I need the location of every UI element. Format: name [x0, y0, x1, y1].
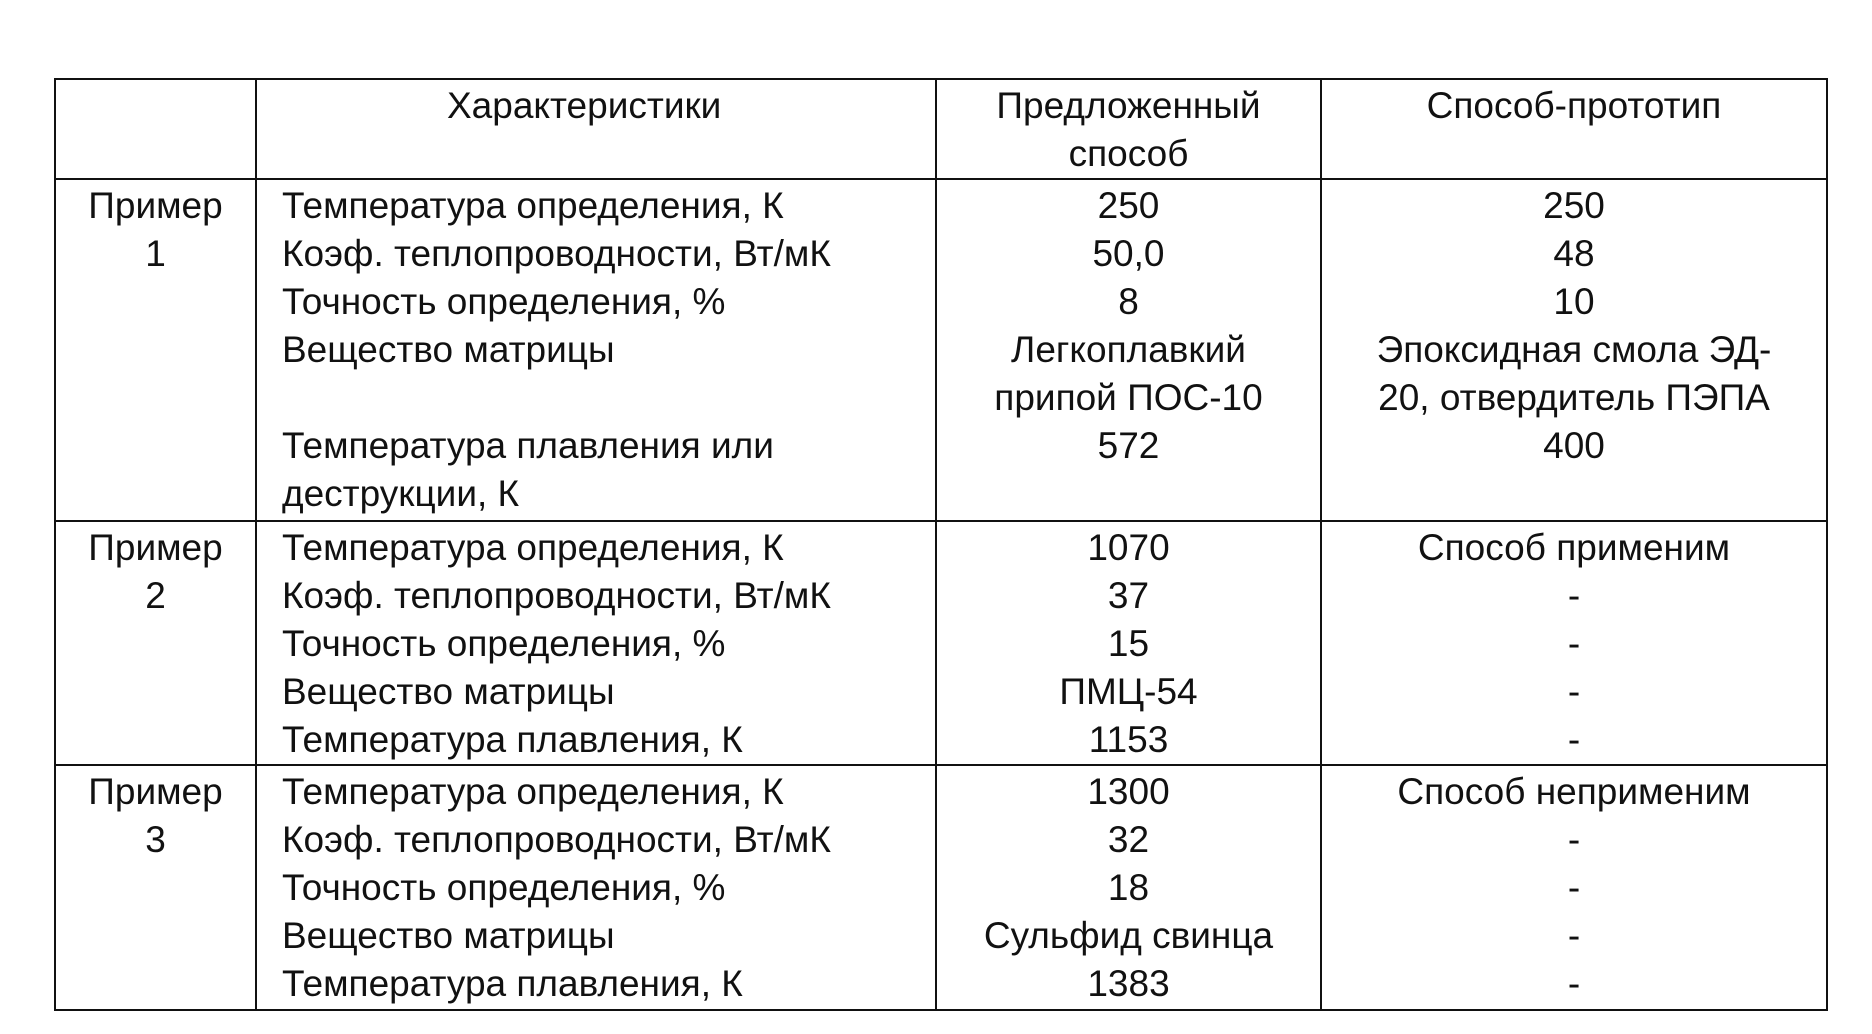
example-3-proposed-values: [936, 765, 1321, 1010]
header-row: [55, 79, 1827, 179]
prototype-value: -: [1567, 915, 1581, 956]
characteristic-label: деструкции, К: [282, 473, 520, 514]
proposed-value: 1070: [1087, 527, 1170, 568]
prototype-value: 48: [1553, 233, 1595, 274]
proposed-value: 572: [1097, 425, 1160, 466]
characteristic-label: Вещество матрицы: [282, 915, 615, 956]
prototype-value: -: [1567, 671, 1581, 712]
proposed-value: 32: [1107, 819, 1150, 860]
prototype-value: -: [1567, 575, 1581, 616]
proposed-value: 250: [1097, 185, 1160, 226]
example-label-number: 2: [145, 575, 166, 616]
example-3-characteristics: [256, 765, 936, 1010]
characteristic-label: Точность определения, %: [282, 281, 726, 322]
characteristic-label: Вещество матрицы: [282, 671, 615, 712]
prototype-value: -: [1567, 719, 1581, 760]
example-1-label: [55, 179, 256, 521]
example-label-number: 3: [145, 819, 166, 860]
example-3-prototype-values: [1321, 765, 1827, 1010]
proposed-value: Сульфид свинца: [983, 915, 1274, 956]
example-2-characteristics: [256, 521, 936, 765]
example-2-prototype-values: [1321, 521, 1827, 765]
characteristic-label: Точность определения, %: [282, 867, 726, 908]
proposed-value: 1300: [1087, 771, 1170, 812]
proposed-value: Легкоплавкий: [1011, 329, 1246, 370]
prototype-value: Способ применим: [1417, 527, 1731, 568]
prototype-value: 250: [1543, 185, 1605, 226]
example-1-row: [55, 179, 1827, 521]
proposed-value: 1153: [1088, 719, 1169, 760]
prototype-value: Способ неприменим: [1397, 771, 1751, 812]
characteristic-label: Коэф. теплопроводности, Вт/мК: [282, 233, 831, 274]
example-label-word: Пример: [88, 771, 223, 812]
proposed-value: 1383: [1087, 963, 1170, 1004]
proposed-value: ПМЦ-54: [1059, 671, 1198, 712]
characteristic-label: Температура определения, К: [282, 527, 784, 568]
example-3-label: [55, 765, 256, 1010]
characteristic-label: Коэф. теплопроводности, Вт/мК: [282, 819, 831, 860]
header-empty-cell: [55, 79, 256, 179]
proposed-value: 8: [1118, 281, 1139, 322]
prototype-value: -: [1567, 867, 1581, 908]
proposed-value: 15: [1107, 623, 1150, 664]
prototype-value: 20, отвердитель ПЭПА: [1378, 377, 1770, 418]
characteristic-label: Температура плавления, К: [282, 719, 743, 760]
header-prototype-method: Способ-прототип: [1321, 79, 1827, 179]
header-characteristics: Характеристики: [256, 79, 936, 179]
proposed-value: [937, 470, 1320, 518]
header-proposed-text: Предложенный способ: [996, 85, 1261, 174]
characteristic-label: Коэф. теплопроводности, Вт/мК: [282, 575, 831, 616]
header-proposed-method: [936, 79, 1321, 179]
characteristic-label: Температура плавления или: [282, 425, 774, 466]
prototype-value: 400: [1543, 425, 1605, 466]
proposed-value: припой ПОС-10: [994, 377, 1263, 418]
prototype-value: 10: [1553, 281, 1595, 322]
proposed-value: 18: [1107, 867, 1150, 908]
example-1-prototype-values: [1321, 179, 1827, 521]
example-label-word: Пример: [88, 527, 223, 568]
example-label-number: 1: [145, 233, 166, 274]
characteristic-label: Температура определения, К: [282, 771, 784, 812]
prototype-value: -: [1567, 963, 1581, 1004]
comparison-table: [54, 78, 1828, 1011]
proposed-value: 37: [1107, 575, 1150, 616]
example-3-row: [55, 765, 1827, 1010]
characteristic-label: Точность определения, %: [282, 623, 726, 664]
prototype-value: -: [1567, 623, 1581, 664]
proposed-value: 50,0: [1092, 233, 1165, 274]
characteristic-label: Температура определения, К: [282, 185, 784, 226]
characteristic-label: Температура плавления, К: [282, 963, 743, 1004]
prototype-value: Эпоксидная смола ЭД-: [1376, 329, 1772, 370]
example-2-row: [55, 521, 1827, 765]
example-1-proposed-values: [936, 179, 1321, 521]
example-2-label: [55, 521, 256, 765]
prototype-value: -: [1567, 819, 1581, 860]
example-1-characteristics: [256, 179, 936, 521]
prototype-value: [1322, 470, 1826, 518]
example-label-word: Пример: [88, 185, 223, 226]
characteristic-label: Вещество матрицы: [282, 329, 615, 370]
example-2-proposed-values: [936, 521, 1321, 765]
characteristic-label: [257, 374, 935, 422]
